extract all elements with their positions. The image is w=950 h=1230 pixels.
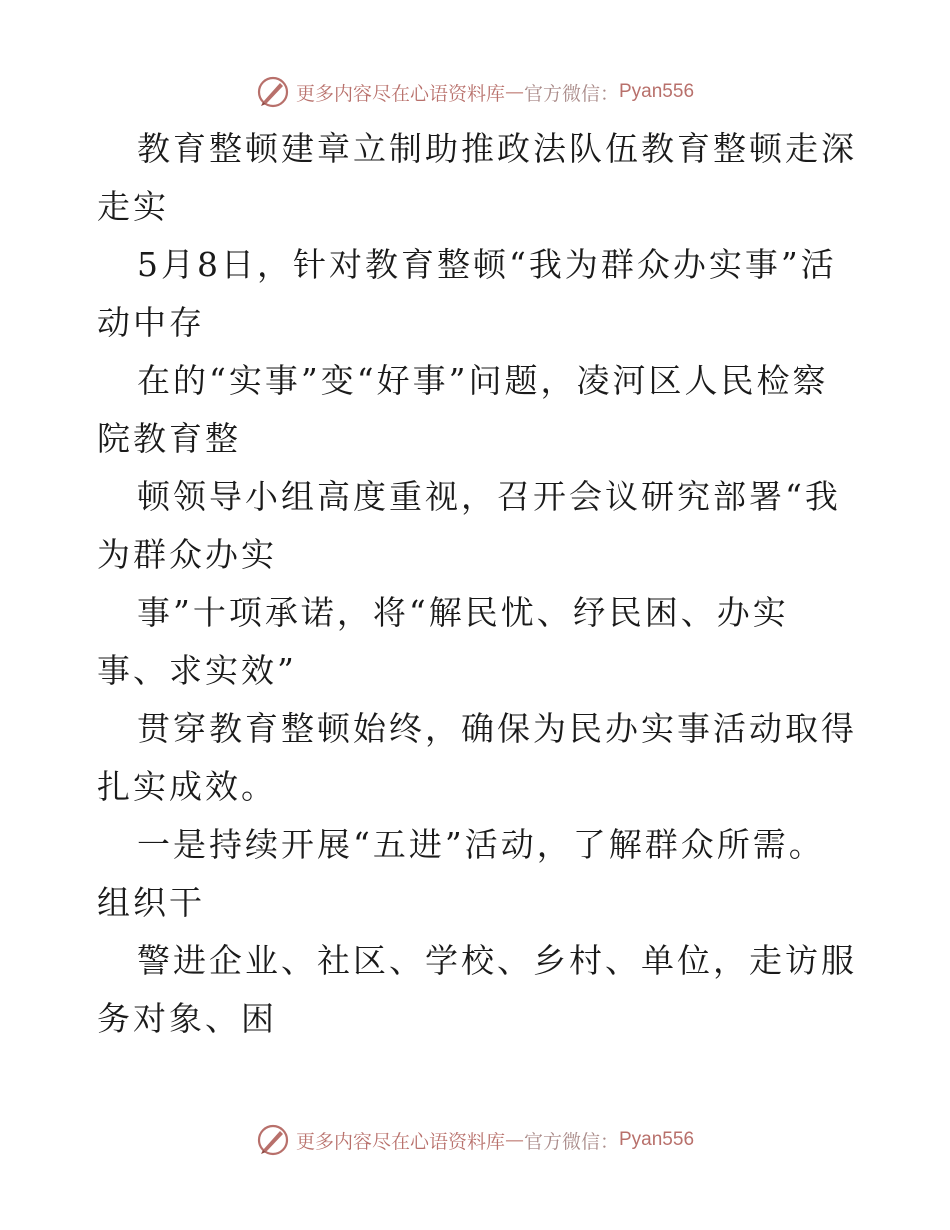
body-paragraph: 事”十项承诺，将“解民忧、纾民困、办实事、求实效” <box>97 593 789 690</box>
pen-circle-logo-icon <box>256 75 290 109</box>
body-paragraph: 一是持续开展“五进”活动，了解群众所需。组织干 <box>97 825 825 922</box>
watermark-text: 更多内容尽在心语资料库 <box>295 82 505 105</box>
title-paragraph: 教育整顿建章立制助推政法队伍教育整顿走深走实 <box>97 129 857 226</box>
document-body <box>97 120 857 1048</box>
pen-circle-logo-icon <box>256 1123 290 1157</box>
watermark-text: 更多内容尽在心语资料库 <box>295 1130 505 1153</box>
wechat-label: 官方微信： <box>523 1130 619 1153</box>
header-watermark <box>0 72 950 112</box>
body-paragraph: 在的“实事”变“好事”问题，凌河区人民检察院教育整 <box>97 361 829 458</box>
body-paragraph: 顿领导小组高度重视，召开会议研究部署“我为群众办实 <box>97 477 841 574</box>
body-paragraph: 贯穿教育整顿始终，确保为民办实事活动取得扎实成效。 <box>97 709 857 806</box>
wechat-account: Pyan556 <box>619 81 695 102</box>
watermark-separator: — <box>504 1129 524 1151</box>
watermark-separator: — <box>504 81 524 103</box>
wechat-label: 官方微信： <box>523 82 619 105</box>
body-paragraph: 5月8日，针对教育整顿“我为群众办实事”活动中存 <box>97 245 837 342</box>
wechat-account: Pyan556 <box>619 1129 695 1150</box>
body-paragraph: 警进企业、社区、学校、乡村、单位，走访服务对象、困 <box>97 941 857 1038</box>
footer-watermark <box>0 1120 950 1160</box>
